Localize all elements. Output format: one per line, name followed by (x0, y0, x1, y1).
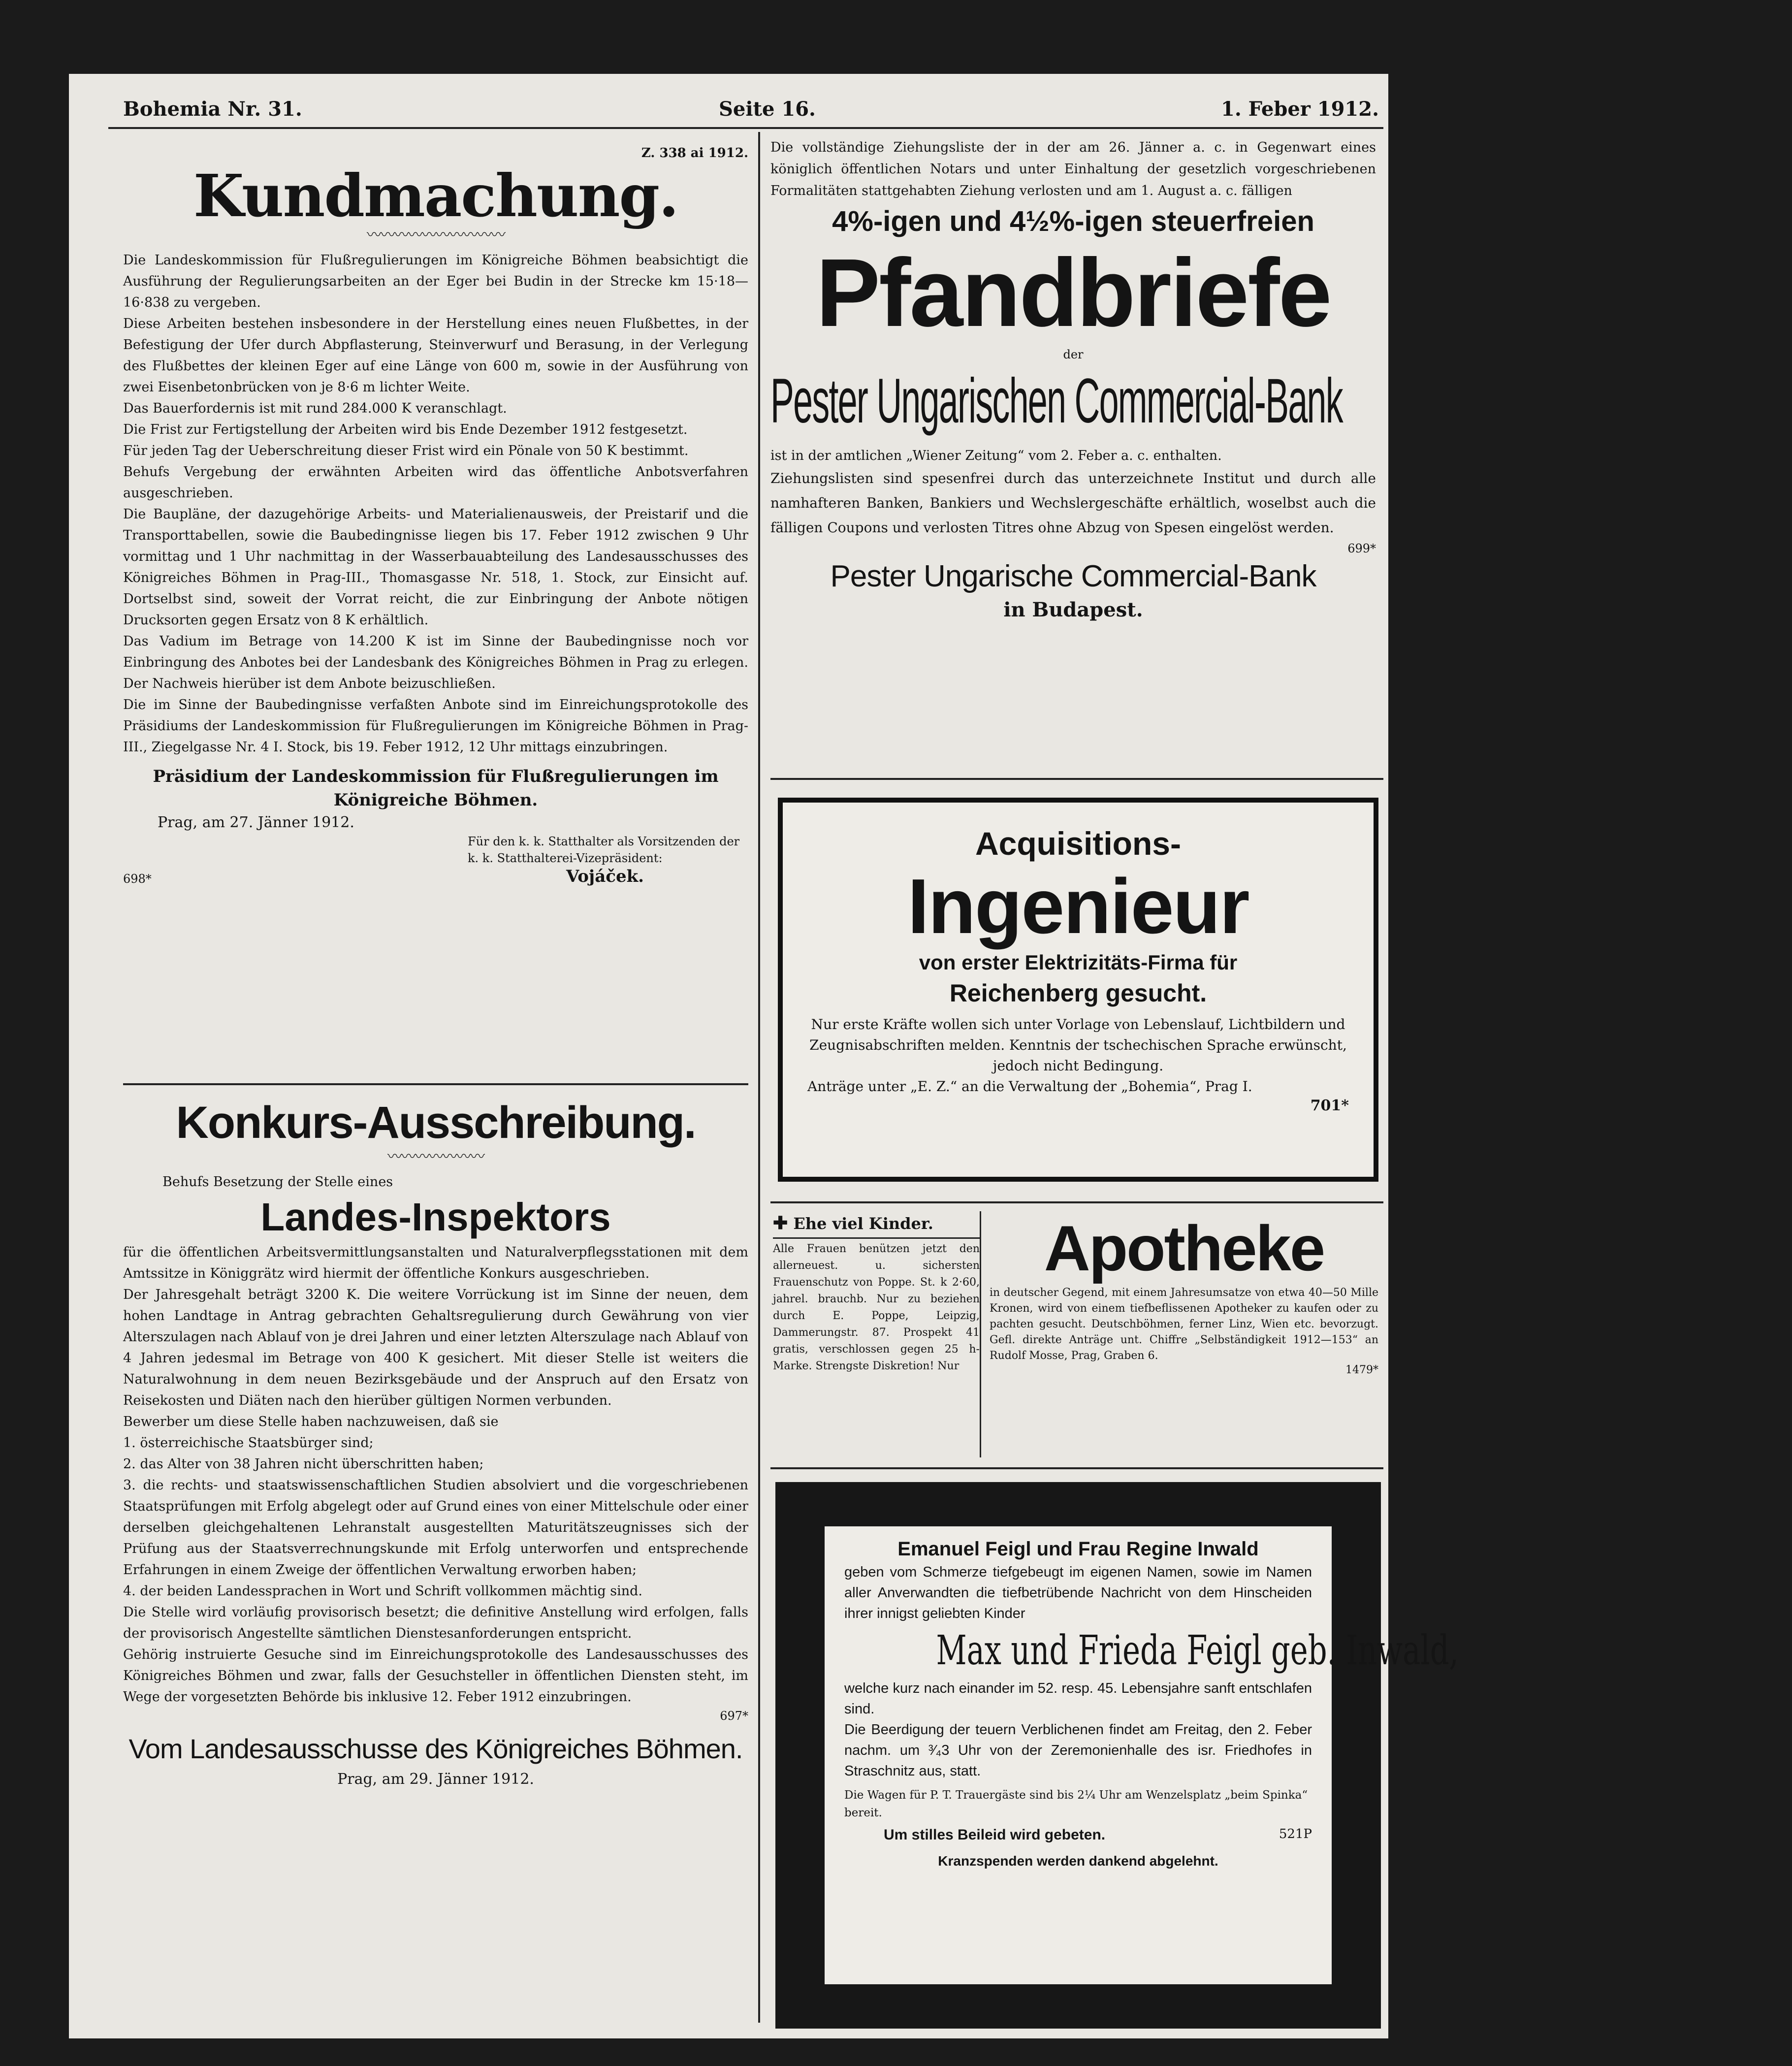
ingenieur-line-1: Acquisitions- (975, 825, 1181, 862)
kundmachung-ad-number: 698* (123, 872, 152, 886)
kundmachung-ref: Z. 338 ai 1912. (641, 146, 748, 161)
kinder-title: Ehe viel Kinder. (793, 1214, 933, 1233)
kundmachung-notice (123, 143, 748, 890)
pfandbriefe-bank: Pester Ungarischen Commercial-Bank (770, 366, 1343, 436)
kundmachung-signature-role: Für den k. k. Statthalter als Vorsitzenden der k. k. Statthalterei-Vizepräsident: (468, 835, 740, 865)
death-body-2: Die Beerdigung der teuern Verblichenen findet am Freitag, den 2. Feber nachm. um ³⁄₄3 Uhr von der Zeremonienhalle des isr. Friedhofes in Straschnitz aus, statt. (844, 1722, 1312, 1779)
apotheke-ad-number: 1479* (1345, 1364, 1378, 1376)
kundmachung-signature-name: Vojáček. (566, 867, 644, 886)
ingenieur-contact: Anträge unter „E. Z.“ an die Verwaltung der „Bohemia“, Prag I. (807, 1078, 1252, 1095)
section-rule (770, 778, 1383, 780)
kundmachung-signature-place: Prag, am 27. Jänner 1912. (158, 814, 354, 831)
death-footer-row (844, 1827, 1312, 1851)
kundmachung-title: Kundmachung. (193, 161, 678, 230)
konkurs-subtitle: Landes-Inspektors (260, 1195, 611, 1239)
ingenieur-line-4: Reichenberg gesucht. (949, 979, 1207, 1007)
pfandbriefe-rates: 4%-igen und 4½%-igen steuerfreien (832, 205, 1314, 237)
ingenieur-body: Nur erste Kräfte wollen sich unter Vorlage von Lebenslauf, Lichtbildern und Zeugnisabschriften melden. Kenntnis der tschechischen Sprache erwünscht, jedoch nicht Bedingung. (809, 1016, 1347, 1074)
konkurs-list-item: 1. österreichische Staatsbürger sind; (123, 1435, 374, 1451)
cross-icon: ✚ (773, 1213, 788, 1233)
kundmachung-paragraph: Das Bauerfordernis ist mit rund 284.000 K veranschlagt. (123, 401, 507, 416)
pfandbriefe-ad-number: 699* (1347, 542, 1376, 555)
kinder-title-row (773, 1211, 980, 1239)
section-rule (770, 1201, 1383, 1203)
konkurs-signature-place: Prag, am 29. Jänner 1912. (337, 1771, 534, 1788)
konkurs-signature-org: Vom Landesausschusse des Königreiches Böhmen. (128, 1733, 743, 1764)
apotheke-ad (990, 1211, 1378, 1457)
section-rule (123, 1083, 748, 1085)
konkurs-paragraph: Der Jahresgehalt beträgt 3200 K. Die weitere Vorrückung ist im Sinne der neuen, dem hohen Landtage in Antrag gebrachten Gehaltsregulierung durch Gewährung von vier Alterszulagen nach Ablauf von je drei Jahren und einer letzten Alterszulage nach Ablauf von 4 Jahren jedesmal im Betrage von 400 K gesichert. Mit dieser Stelle ist weiters die Naturalwohnung in dem neuen Bezirksgebäude und der Anspruch auf den Ersatz von Reisekosten und Diäten nach den hierüber gültigen Normen verbunden. (123, 1287, 748, 1408)
ingenieur-title: Ingenieur (907, 863, 1249, 950)
kundmachung-signature-org: Präsidium der Landeskommission für Flußregulierungen im Königreiche Böhmen. (153, 767, 719, 810)
death-ad-number: 521P (1279, 1827, 1312, 1841)
apotheke-title: Apotheke (1044, 1212, 1324, 1284)
death-parents: Emanuel Feigl und Frau Regine Inwald (897, 1538, 1259, 1560)
kundmachung-paragraph: Das Vadium im Betrage von 14.200 K ist im Sinne der Baubedingnisse noch vor Einbringung des Anbotes bei der Landesbank des Königreiches Böhmen in Prag zu erlegen. Der Nachweis hierüber ist dem Anbote beizuschließen. (123, 634, 748, 691)
ornament-divider: 〰〰〰〰〰〰〰 (387, 1148, 484, 1165)
konkurs-title: Konkurs-Ausschreibung. (176, 1098, 696, 1148)
kundmachung-paragraph: Behufs Vergebung der erwähnten Arbeiten wird das öffentliche Anbotsverfahren ausgeschrieben. (123, 464, 748, 501)
konkurs-notice (123, 1096, 748, 1790)
column-rule (758, 132, 760, 2023)
death-notice (825, 1526, 1459, 1984)
kundmachung-paragraph: Die Landeskommission für Flußregulierungen im Königreiche Böhmen beabsichtigt die Ausführung der Regulierungsarbeiten an der Eger bei Budin in der Strecke km 15·18—16·838 zu vergeben. (123, 253, 748, 310)
death-children-wrap (844, 1624, 1459, 1678)
section-rule (770, 1467, 1383, 1469)
pfandbriefe-ad (770, 137, 1376, 624)
ornament-divider: 〰〰〰〰〰〰〰〰〰〰 (367, 226, 505, 244)
konkurs-paragraph: Bewerber um diese Stelle haben nachzuweisen, daß sie (123, 1414, 499, 1429)
newspaper-page (69, 74, 1459, 2038)
konkurs-body (123, 1242, 748, 1708)
kundmachung-paragraph: Die im Sinne der Baubedingnisse verfaßten Anbote sind im Einreichungsprotokolle des Präsidiums der Landeskommission für Flußregulierungen im Königreiche Böhmen in Prag-III., Ziegelgasse Nr. 4 I. Stock, bis 19. Feber 1912, 12 Uhr mittags einzubringen. (123, 697, 748, 755)
kinder-body: Alle Frauen benützen jetzt den allerneuest. u. sichersten Frauenschutz von Poppe. St. k 2·60, jahrel. brauchb. Nur zu beziehen durch E. Poppe, Leipzig, Dammerungstr. 87. Prospekt 41 gratis, verschlossen gegen 25 h-Marke. Strengste Diskretion! Nur (773, 1243, 980, 1372)
death-notice-border (775, 1482, 1459, 2029)
header-right: 1. Feber 1912. (1221, 97, 1379, 121)
ingenieur-line-3: von erster Elektrizitäts-Firma für (919, 951, 1238, 974)
death-body-5: Kranzspenden werden dankend abgelehnt. (938, 1853, 1218, 1869)
apotheke-body: in deutscher Gegend, mit einem Jahresumsatze von etwa 40—50 Mille Kronen, wird von einem tiefbeflissenen Apotheker zu kaufen oder zu pachten gesucht. Deutschböhmen, ferner Linz, Wien etc. bevorzugt. Gefl. direkte Anträge unt. Chiffre „Selbständigkeit 1912—153“ an Rudolf Mosse, Prag, Graben 6. (990, 1287, 1378, 1362)
pfandbriefe-der: der (1063, 348, 1084, 361)
header-left: Bohemia Nr. 31. (123, 97, 302, 121)
pfandbriefe-body-2: Ziehungslisten sind spesenfrei durch das unterzeichnete Institut und durch alle namhafteren Banken, Bankiers und Wechslergeschäfte erhältlich, woselbst auch die fälligen Coupons und verlosten Titres ohne Abzug von Spesen eingelöst werden. (770, 470, 1376, 536)
kinder-ad (773, 1211, 981, 1457)
death-intro: geben vom Schmerze tiefgebeugt im eigenen Namen, sowie im Namen aller Anverwandten die tiefbetrübende Nachricht von dem Hinscheiden ihrer innigst geliebten Kinder (844, 1564, 1312, 1621)
kundmachung-paragraph: Für jeden Tag der Ueberschreitung dieser Frist wird ein Pönale von 50 K bestimmt. (123, 443, 689, 458)
header-center: Seite 16. (719, 97, 816, 121)
konkurs-paragraph: Gehörig instruierte Gesuche sind im Einreichungsprotokolle des Landesausschusses des Königreiches Böhmen und zwar, falls der Gesuchsteller in öffentlichen Diensten steht, im Wege der vorgesetzten Behörde bis inklusive 12. Feber 1912 einzubringen. (123, 1647, 748, 1705)
pfandbriefe-bank-wrap (770, 364, 1376, 438)
konkurs-list-item: 3. die rechts- und staatswissenschaftlichen Studien absolviert und die vorgeschriebenen Staatsprüfungen mit Erfolg abgelegt oder auf Grund eines von einer Mittelschule oder einer derselben gleichgehaltenen Lehranstalt ausgestellten Maturitätszeugnisses sich der Prüfung aus der Staatsverrechnungskunde mit Erfolg unterworfen und entsprechende Erfahrungen in einem Zweige der öffentlichen Verwaltung erworben haben; (123, 1478, 748, 1578)
header-rule (108, 127, 1383, 129)
konkurs-paragraph: Die Stelle wird vorläufig provisorisch besetzt; die definitive Anstellung wird erfolgen, falls der provisorisch Angestellte sämtlichen Dienstesanforderungen entspricht. (123, 1605, 748, 1641)
konkurs-lead: Behufs Besetzung der Stelle eines (162, 1174, 393, 1190)
konkurs-list-item: 4. der beiden Landessprachen in Wort und Schrift vollkommen mächtig sind. (123, 1583, 642, 1599)
death-children: Max und Frieda Feigl geb. Inwald, (936, 1627, 1459, 1674)
pfandbriefe-intro: Die vollständige Ziehungsliste der in der am 26. Jänner a. c. in Gegenwart eines königlich öffentlichen Notars und unter Einhaltung der gesetzlich vorgeschriebenen Formalitäten stattgehabten Ziehung verlosten und am 1. August a. c. fälligen (770, 140, 1376, 198)
death-body-4: Um stilles Beileid wird gebeten. (884, 1827, 1106, 1843)
ingenieur-ad (778, 798, 1378, 1182)
death-body-1: welche kurz nach einander im 52. resp. 45. Lebensjahre sanft entschlafen sind. (844, 1680, 1312, 1717)
konkurs-list-item: 2. das Alter von 38 Jahren nicht überschritten haben; (123, 1456, 484, 1472)
kundmachung-paragraph: Die Baupläne, der dazugehörige Arbeits- und Materialienausweis, der Preistarif und die Transporttabellen, sowie die Baubedingnisse liegen bis 17. Feber 1912 zwischen 9 Uhr vormittag und 1 Uhr nachmittag in der Wasserbauabteilung des Landesausschusses des Königreiches Böhmen in Prag-III., Thomasgasse Nr. 518, 1. Stock, zur Einsicht auf. Dortselbst sind, soweit der Vorrat reicht, die zur Einbringung der Anbote nötigen Drucksorten gegen Ersatz von 8 K erhältlich. (123, 507, 748, 628)
death-body-3: Die Wagen für P. T. Trauergäste sind bis 2¼ Uhr am Wenzelsplatz „beim Spinka“ bereit. (844, 1789, 1308, 1819)
konkurs-ad-number: 697* (720, 1709, 748, 1723)
pfandbriefe-body-1: ist in der amtlichen „Wiener Zeitung“ vom 2. Feber a. c. enthalten. (770, 448, 1222, 463)
konkurs-paragraph: für die öffentlichen Arbeitsvermittlungsanstalten und Naturalverpflegsstationen mit dem Amtssitze in Königgrätz wird hiermit der öffentliche Konkurs ausgeschrieben. (123, 1245, 748, 1281)
pfandbriefe-signature: Pester Ungarische Commercial-Bank (830, 559, 1316, 593)
kundmachung-body (123, 250, 748, 758)
kundmachung-paragraph: Die Frist zur Fertigstellung der Arbeiten wird bis Ende Dezember 1912 festgesetzt. (123, 422, 688, 437)
ingenieur-ad-number: 701* (1310, 1097, 1349, 1114)
pfandbriefe-signature-place: in Budapest. (1003, 598, 1143, 621)
pfandbriefe-title: Pfandbriefe (816, 239, 1331, 347)
kundmachung-paragraph: Diese Arbeiten bestehen insbesondere in der Herstellung eines neuen Flußbettes, in der Befestigung der Ufer durch Abpflasterung, Steinverwurf und Berasung, in der Verlegung des Flußbettes der kleinen Eger auf eine Länge von 600 m, sowie in der Ausführung von zwei Eisenbetonbrücken von je 8·6 m lichter Weite. (123, 316, 748, 395)
